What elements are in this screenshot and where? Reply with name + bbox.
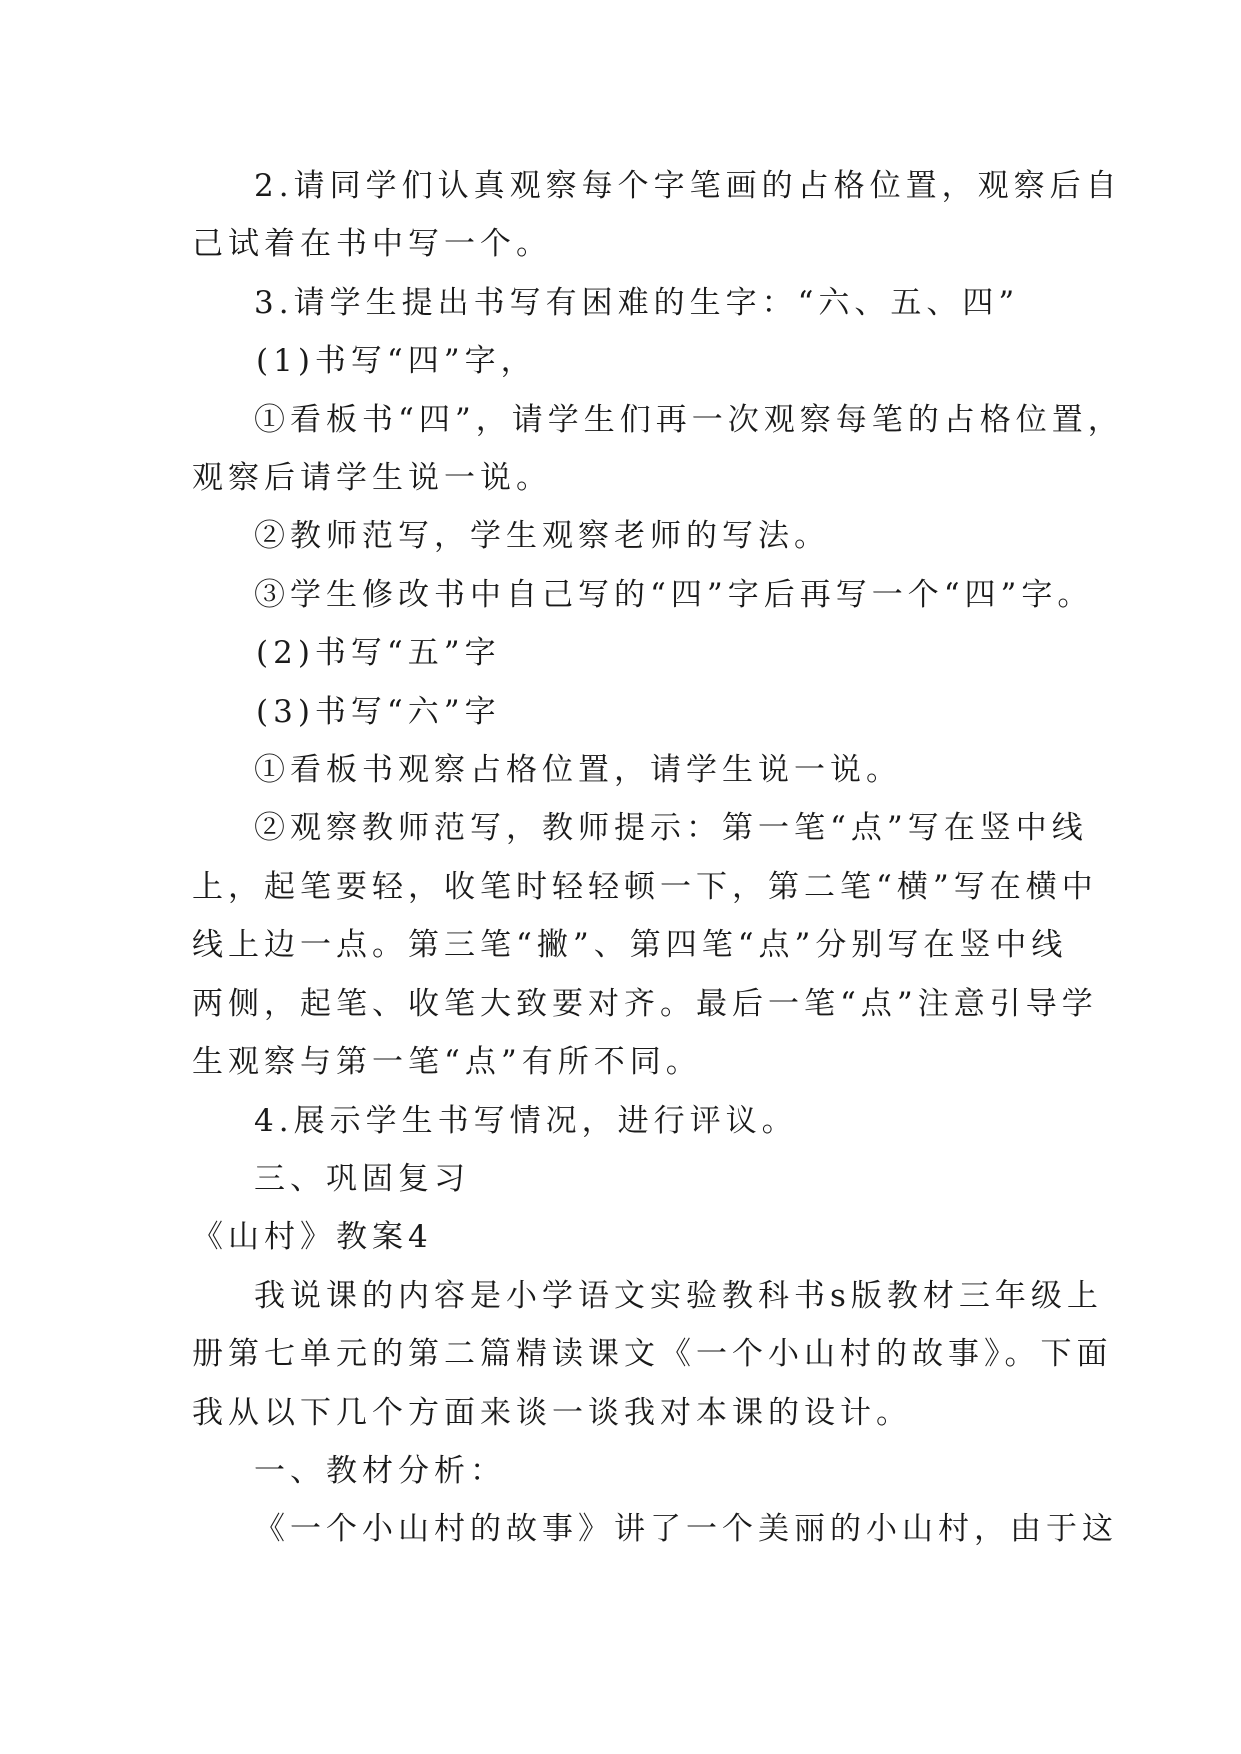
paragraph-line: 《一个小山村的故事》讲了一个美丽的小山村，由于这 <box>254 1511 1118 1548</box>
document-title: 《山村》教案4 <box>192 1219 433 1256</box>
paragraph-line: 2.请同学们认真观察每个字笔画的占格位置，观察后自 <box>254 168 1122 204</box>
paragraph-line: 己试着在书中写一个。 <box>192 226 552 263</box>
paragraph-line: 4.展示学生书写情况，进行评议。 <box>254 1102 798 1139</box>
paragraph-line: (2)书写“五”字 <box>256 635 501 672</box>
paragraph-line: 上，起笔要轻，收笔时轻轻顿一下，第二笔“横”写在横中 <box>192 868 1098 905</box>
paragraph-line: 我从以下几个方面来谈一谈我对本课的设计。 <box>192 1394 912 1431</box>
paragraph-line: 我说课的内容是小学语文实验教科书s版教材三年级上 <box>254 1277 1103 1314</box>
paragraph-line: 两侧，起笔、收笔大致要对齐。最后一笔“点”注意引导学 <box>192 985 1098 1022</box>
paragraph-line: 生观察与第一笔“点”有所不同。 <box>192 1044 702 1081</box>
paragraph-line: ②观察教师范写，教师提示：第一笔“点”写在竖中线 <box>254 810 1088 847</box>
paragraph-line: 册第七单元的第二篇精读课文《一个小山村的故事》。下面 <box>192 1336 1113 1373</box>
paragraph-line: 观察后请学生说一说。 <box>192 460 552 497</box>
section-heading: 三、巩固复习 <box>254 1160 470 1197</box>
document-body <box>192 157 1124 1559</box>
paragraph-line: ③学生修改书中自己写的“四”字后再写一个“四”字。 <box>254 576 1094 613</box>
paragraph-line: ②教师范写，学生观察老师的写法。 <box>254 518 830 555</box>
section-heading: 一、教材分析： <box>254 1452 506 1489</box>
paragraph-line: ①看板书观察占格位置，请学生说一说。 <box>254 752 902 789</box>
paragraph-line: ①看板书“四”，请学生们再一次观察每笔的占格位置， <box>254 401 1124 438</box>
paragraph-line: (3)书写“六”字 <box>256 693 501 730</box>
paragraph-line: 线上边一点。第三笔“撇”、第四笔“点”分别写在竖中线 <box>192 927 1068 964</box>
paragraph-line: (1)书写“四”字， <box>256 343 537 380</box>
paragraph-line: 3.请学生提出书写有困难的生字：“六、五、四” <box>254 284 1020 321</box>
